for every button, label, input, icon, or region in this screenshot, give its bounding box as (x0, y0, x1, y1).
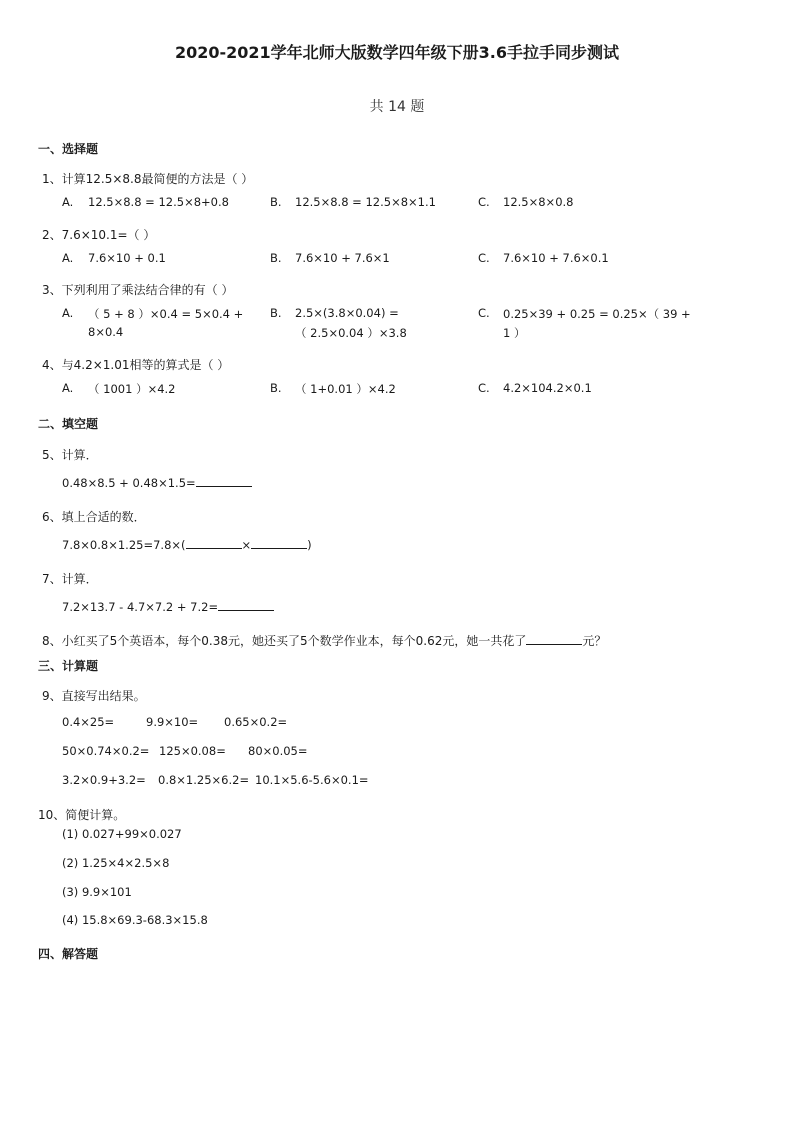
q4-option-a-label: A. (62, 381, 74, 395)
q5-stem: 5、计算． (42, 448, 98, 462)
q6-answer-blank-2[interactable] (251, 537, 307, 549)
q8-text: 8、小红买了5个英语本，每个0.38元，她还买了5个数学作业本，每个0.62元，她一共花了 (42, 634, 527, 648)
section-heading-answer: 四、解答题 (38, 947, 99, 961)
q6-expr-text: 7.8×0.8×1.25=7.8×( (62, 538, 186, 552)
q5-expr-text: 0.48×8.5 + 0.48×1.5= (62, 476, 196, 490)
q9-item: 9.9×10= (146, 715, 199, 729)
q1-option-a-label: A. (62, 195, 74, 209)
q4-option-b-label: B. (270, 381, 282, 395)
q1-stem: 1、计算12.5×8.8最简便的方法是（ ） (42, 172, 254, 186)
q7-answer-blank[interactable] (218, 599, 274, 611)
q2-option-a: 7.6×10 + 0.1 (88, 251, 166, 265)
q9-item: 10.1×5.6-5.6×0.1= (255, 773, 369, 787)
q8-unit: 元？ (582, 634, 607, 648)
q10-item: (4) 15.8×69.3-68.3×15.8 (62, 913, 208, 927)
q2-option-b-label: B. (270, 251, 282, 265)
q6-answer-blank-1[interactable] (186, 537, 242, 549)
q7-expr-text: 7.2×13.7 - 4.7×7.2 + 7.2= (62, 600, 219, 614)
q6-close-paren: ) (307, 538, 312, 552)
q9-stem: 9、直接写出结果。 (42, 689, 146, 703)
q3-option-c-line1: 0.25×39 + 0.25 = 0.25×（ 39 + (503, 307, 691, 321)
q2-stem: 2、7.6×10.1=（ ） (42, 228, 156, 242)
q4-stem: 4、与4.2×1.01相等的算式是（ ） (42, 358, 230, 372)
question-count: 共 14 题 (369, 99, 425, 115)
q6-stem: 6、填上合适的数． (42, 510, 146, 524)
q3-option-a-line1: （ 5 + 8 ）×0.4 = 5×0.4 + (88, 307, 244, 321)
q1-option-b: 12.5×8.8 = 12.5×8×1.1 (295, 195, 436, 209)
q8-stem (42, 632, 606, 649)
q1-option-b-label: B. (270, 195, 282, 209)
page-title: 2020-2021学年北师大版数学四年级下册3.6手拉手同步测试 (174, 43, 620, 62)
q5-answer-blank[interactable] (196, 475, 252, 487)
q2-option-c: 7.6×10 + 7.6×0.1 (503, 251, 609, 265)
q9-item: 80×0.05= (248, 744, 308, 758)
q9-item: 0.8×1.25×6.2= (158, 773, 250, 787)
section-heading-calc: 三、计算题 (38, 659, 99, 673)
q10-item: (1) 0.027+99×0.027 (62, 827, 182, 841)
section-heading-choice: 一、选择题 (38, 142, 99, 156)
section-heading-fill: 二、填空题 (38, 417, 99, 431)
q9-item: 0.4×25= (62, 715, 115, 729)
q4-option-a: （ 1001 ）×4.2 (88, 382, 176, 396)
q4-option-b: （ 1+0.01 ）×4.2 (295, 382, 396, 396)
q1-option-c: 12.5×8×0.8 (503, 195, 574, 209)
q6-expression (62, 537, 312, 552)
q1-option-c-label: C. (478, 195, 490, 209)
q7-expression (62, 599, 274, 614)
q3-option-a-label: A. (62, 306, 74, 320)
q1-option-a: 12.5×8.8 = 12.5×8+0.8 (88, 195, 229, 209)
q10-stem: 10、简便计算。 (38, 808, 126, 822)
q5-expression (62, 475, 252, 490)
q9-item: 3.2×0.9+3.2= (62, 773, 146, 787)
q6-times-sign: × (241, 538, 252, 552)
q3-option-c-line2: 1 ） (503, 326, 526, 340)
q3-stem: 3、下列利用了乘法结合律的有（ ） (42, 283, 234, 297)
q8-answer-blank[interactable] (526, 633, 582, 645)
q3-option-b-line1: 2.5×(3.8×0.04) = (295, 306, 399, 320)
q2-option-b: 7.6×10 + 7.6×1 (295, 251, 390, 265)
q9-item: 0.65×0.2= (224, 715, 288, 729)
q3-option-b-label: B. (270, 306, 282, 320)
q3-option-c-label: C. (478, 306, 490, 320)
q3-option-a-line2: 8×0.4 (88, 325, 124, 339)
q2-option-c-label: C. (478, 251, 490, 265)
q4-option-c: 4.2×104.2×0.1 (503, 381, 592, 395)
q10-item: (3) 9.9×101 (62, 885, 132, 899)
q4-option-c-label: C. (478, 381, 490, 395)
q9-item: 125×0.08= (159, 744, 226, 758)
q2-option-a-label: A. (62, 251, 74, 265)
q3-option-b-line2: （ 2.5×0.04 ）×3.8 (295, 326, 407, 340)
q10-item: (2) 1.25×4×2.5×8 (62, 856, 170, 870)
q9-item: 50×0.74×0.2= (62, 744, 150, 758)
q7-stem: 7、计算． (42, 572, 98, 586)
